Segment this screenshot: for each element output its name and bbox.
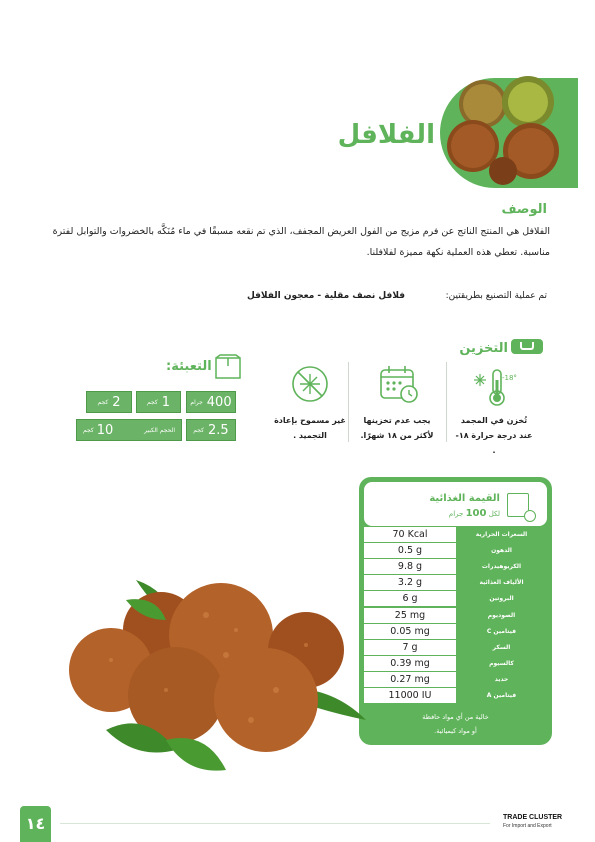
storage-tag-icon [511,339,543,354]
nutrition-value: 9.8 g [364,559,456,574]
nutrition-name: السكر [492,643,511,651]
nutrition-row [364,688,547,704]
method-label: تم عملية التصنيع بطريقتين: [445,291,547,301]
nutrition-note: خالية من أي مواد حافظة أو مواد كيميائية. [422,713,489,735]
nutrition-header [364,482,547,526]
nutrition-value: 0.39 mg [364,656,456,671]
falafel-top-image [443,76,573,186]
nutrition-subtitle: لكل 100 جرام [448,508,500,519]
package-size-option: جرام 400 [186,391,236,413]
nutrition-row [364,543,547,559]
nutrition-row [364,559,547,575]
nutrition-name: حديد [494,675,509,683]
page-title: الفلافل [337,120,435,150]
storage-heading: التخزين [459,341,508,356]
nutrition-value: 7 g [364,640,456,655]
packaging-heading: التعبئة: [166,359,212,374]
package-size-option: كجم 1 [136,391,181,413]
brand-tagline: For Import and Export [503,823,552,829]
nutrition-value: 11000 IU [364,688,456,703]
nutrition-row [364,527,547,543]
nutrition-name: الألياف الغذائية [479,579,524,587]
storage-text-duration: يجب عدم تخزينها لأكثر من ١٨ شهرًا. [360,416,434,440]
page-number: ١٤ [20,806,51,842]
nutrition-value: 6 g [364,591,456,606]
nutrition-row [364,656,547,672]
description-text: الفلافل هي المنتج الناتج عن فرم مزيج من الفول العريض المجفف، الذي تم نقعه مسبقًا في ماء مُنَكَّه بالخضروات والتوابل لفترة مناسبة. تعطي هذه العملية نكهة مميزة لفلافلنا. [52,226,550,258]
package-size-option-large: كجم 10 الحجم الكبير [76,419,182,441]
nutrition-value: 0.27 mg [364,672,456,687]
nutrition-name: فيتامين C [486,627,517,635]
nutrition-value: 70 Kcal [364,527,456,542]
nutrition-value: 3.2 g [364,575,456,590]
package-size-option: كجم 2 [86,391,132,413]
nutrition-name: الدهون [491,547,512,555]
method-value: فلافل نصف مقلية - معجون الفلافل [247,291,406,301]
no-refreeze-icon [290,364,330,404]
nutrition-name: البروتين [489,595,514,603]
nutrition-value: 25 mg [364,608,456,623]
nutrition-row [364,591,547,607]
falafel-image [66,560,366,790]
nutrition-name: الصوديوم [487,611,516,619]
nutrition-row [364,624,547,640]
storage-text-freezer: تُخزن في المجمد عند درجة حرارة ١٨- . [455,416,533,455]
nutrition-name: السعرات الحرارية [475,531,528,538]
thermometer-icon [470,366,530,408]
nutrition-row [364,575,547,591]
temperature-label: -18° [502,374,517,382]
nutrition-name: كالسيوم [489,659,514,667]
nutrition-row [364,608,547,624]
nutrition-list-icon [507,493,529,517]
nutrition-row [364,672,547,688]
package-icon [214,354,242,380]
package-size-option: كجم 2.5 [186,419,236,441]
nutrition-row [364,640,547,656]
nutrition-title: القيمة الغذائية [429,493,500,504]
nutrition-value: 0.05 mg [364,624,456,639]
footer-line [60,823,490,824]
brand-name: TRADE CLUSTER [503,814,563,821]
description-heading: الوصف [501,202,547,217]
nutrition-name: فيتامين A [486,692,517,699]
nutrition-name: الكربوهيدرات [481,563,522,571]
calendar-icon [379,364,419,404]
nutrition-value: 0.5 g [364,543,456,558]
divider [446,362,447,442]
storage-text-refreeze: غير مسموح بإعادة التجميد . [274,416,346,440]
